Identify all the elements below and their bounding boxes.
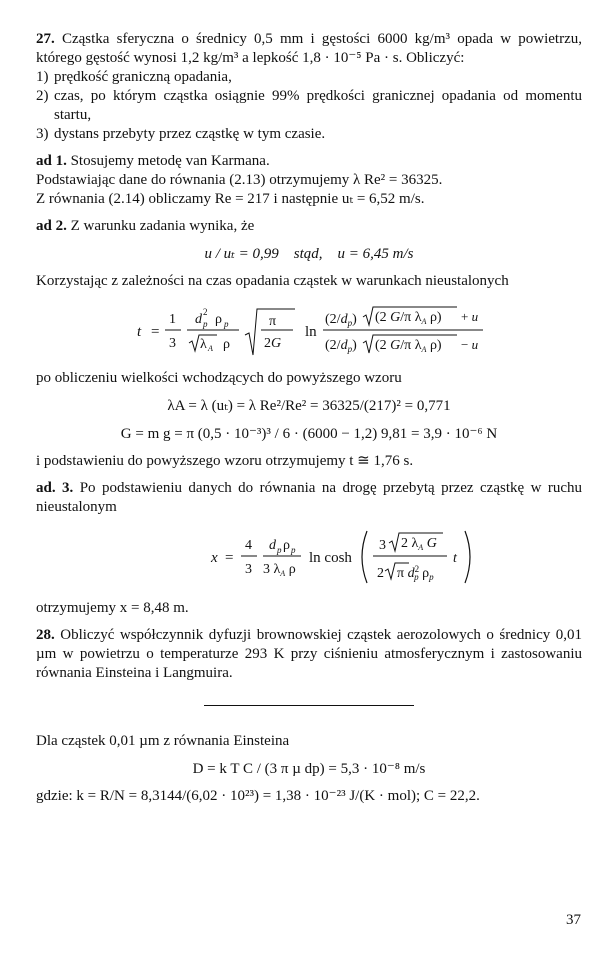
ad3-intro: [36, 479, 582, 517]
list-item-number: 1): [36, 69, 49, 85]
svg-text:t: t: [137, 324, 142, 340]
problem-28-number: 28.: [36, 627, 55, 643]
lambda-equation: [36, 396, 582, 416]
svg-text:(2 G/π λA ρ): (2 G/π $\lambda_A$ ρ): [375, 338, 442, 354]
time-equation: [36, 299, 582, 361]
svg-text:+ u: + u: [461, 309, 479, 324]
ad2-text: Z warunku zadania wynika, że: [70, 218, 255, 234]
svg-text:p: p: [224, 319, 229, 329]
section-divider: [204, 705, 414, 706]
ad2-text3: po obliczeniu wielkości wchodzących do powyższego wzoru: [36, 370, 402, 386]
svg-text:3: 3: [379, 538, 386, 553]
ad1-label: ad 1.: [36, 153, 67, 169]
svg-text:π: π: [269, 314, 277, 329]
ad3-label: ad. 3.: [36, 480, 74, 496]
svg-text:ρ: ρ: [283, 538, 290, 553]
problem-27-list: [36, 68, 582, 144]
ad3-text: Po podstawieniu danych do równania na drogę przebytą przez cząstkę w ruchu nieustalonym: [36, 480, 582, 515]
ad2-label: ad 2.: [36, 218, 67, 234]
ad1-text: Stosujemy metodę van Karmana.: [70, 153, 270, 169]
svg-text:2: 2: [203, 307, 208, 317]
svg-text:x: x: [211, 550, 218, 566]
problem-28-text: Obliczyć współczynnik dyfuzji brownowskiej cząstek aerozolowych o średnicy 0,01 µm w powietrzu o temperaturze 293 K przy ciśnieniu atmosferycznym i zastosowaniu równania Einsteina i Langmuira.: [36, 627, 582, 681]
list-item-number: 3): [36, 126, 49, 142]
svg-text:− u: − u: [461, 337, 479, 352]
list-item: [36, 125, 582, 144]
svg-text:2G: 2G: [264, 336, 282, 351]
svg-text:t: t: [453, 551, 457, 566]
svg-text:(2 G/π λA ρ): (2 G/π $\lambda_A$ ρ): [375, 310, 442, 326]
svg-text:2 λA G: 2 $\lambda_A$ G: [401, 536, 437, 552]
ratio-equation-text: u / uₜ = 0,99 stąd, u = 6,45 m/s: [204, 246, 414, 262]
list-item-text: prędkość graniczną opadania,: [54, 69, 232, 85]
ad1-line2: Podstawiając dane do równania (2.13) otrzymujemy λ Re² = 36325.: [36, 172, 443, 188]
d-equation: [36, 759, 582, 779]
svg-text:3: 3: [245, 562, 252, 577]
svg-text:d: d: [195, 312, 202, 327]
list-item-text: dystans przebyty przez cząstkę w tym czasie.: [54, 126, 326, 142]
svg-text:p: p: [291, 545, 296, 555]
time-equation-figure: [99, 299, 519, 361]
x-equation: [36, 525, 582, 591]
solution-28-where: gdzie: k = R/N = 8,3144/(6,02 · 10²³) = 1,38 · 10⁻²³ J/(K · mol); C = 22,2.: [36, 788, 480, 804]
list-item-number: 2): [36, 88, 49, 104]
svg-text:3: 3: [169, 336, 176, 351]
problem-28: [36, 626, 582, 683]
svg-text:=: =: [225, 550, 234, 566]
list-item: [36, 87, 582, 125]
solution-28-intro: Dla cząstek 0,01 µm z równania Einsteina: [36, 733, 290, 749]
list-item: [36, 68, 582, 87]
page-content: [36, 30, 582, 806]
svg-text:ln: ln: [305, 324, 317, 340]
svg-text:1: 1: [169, 312, 176, 327]
svg-text:λ: λ: [200, 337, 207, 352]
ad2-text2: Korzystając z zależności na czas opadania cząstek w warunkach nieustalonych: [36, 273, 509, 289]
g-equation: [36, 424, 582, 444]
svg-text:ln cosh: ln cosh: [309, 550, 352, 566]
svg-text:p: p: [203, 319, 208, 329]
svg-text:3 λA ρ: 3 $\lambda_A$ ρ: [263, 562, 296, 578]
ad1-line1: [36, 152, 582, 171]
problem-27-text: Cząstka sferyczna o średnicy 0,5 mm i gęstości 6000 kg/m³ opada w powietrzu, którego gęstość wynosi 1,2 kg/m³ a lepkość 1,8 · 10⁻⁵ Pa · s. Obliczyć:: [36, 31, 583, 66]
svg-text:(2/dp): $(2/d_p)$: [325, 312, 357, 328]
ad1-line3: Z równania (2.14) obliczamy Re = 217 i następnie uₜ = 6,52 m/s.: [36, 191, 425, 207]
x-equation-figure: [99, 525, 519, 591]
svg-text:=: =: [151, 324, 160, 340]
ad2-text4: i podstawieniu do powyższego wzoru otrzymujemy t ≅ 1,76 s.: [36, 453, 414, 469]
g-equation-text: G = m g = π (0,5 · 10⁻³)³ / 6 · (6000 − 1,2) 9,81 = 3,9 · 10⁻⁶ N: [120, 426, 498, 442]
lambda-equation-text: λA = λ (uₜ) = λ Re²/Re² = 36325/(217)² = 0,771: [167, 398, 451, 414]
ratio-equation: [36, 244, 582, 264]
svg-text:p: p: [277, 545, 282, 555]
d-equation-text: D = k T C / (3 π µ dp) = 5,3 · 10⁻⁸ m/s: [192, 761, 426, 777]
svg-text:d: d: [269, 538, 276, 553]
svg-text:4: 4: [245, 538, 252, 553]
svg-text:A: A: [208, 344, 213, 353]
list-item-text: czas, po którym cząstka osiągnie 99% prędkości granicznej opadania od momentu startu,: [54, 88, 582, 123]
svg-text:(2/dp): $(2/d_p)$: [325, 338, 357, 354]
problem-27-number: 27.: [36, 31, 55, 47]
svg-text:π d2p ρp: π $d^2$ p $\rho_p$: [397, 564, 434, 582]
svg-text:2: 2: [377, 566, 384, 581]
ad3-result: otrzymujemy x = 8,48 m.: [36, 600, 189, 616]
page-number: 37: [566, 912, 581, 928]
ad2-intro: [36, 217, 582, 236]
svg-text:ρ: ρ: [215, 312, 222, 327]
problem-27-intro: [36, 30, 582, 68]
svg-text:ρ: ρ: [223, 337, 230, 352]
